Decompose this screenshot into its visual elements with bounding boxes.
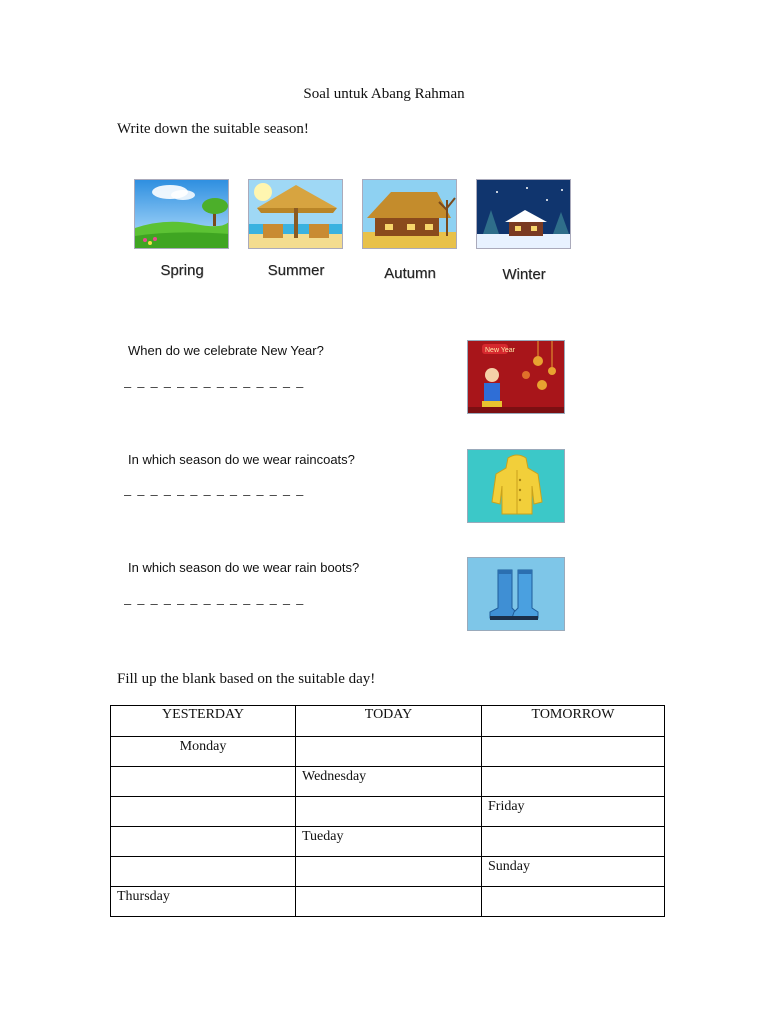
cell-text: Wednesday — [302, 769, 367, 784]
season-label-summer: Summer — [267, 262, 325, 279]
answer-blank-new-year[interactable]: – – – – – – – – – – – – – – — [124, 379, 305, 394]
header-today: TODAY — [296, 706, 482, 737]
table-row — [111, 827, 665, 857]
table-cell[interactable] — [482, 887, 665, 917]
cell-text — [111, 767, 295, 769]
question-new-year: When do we celebrate New Year? — [128, 343, 324, 358]
table-header-row — [111, 706, 665, 737]
table-cell[interactable] — [111, 797, 296, 827]
cell-text: Friday — [488, 799, 525, 814]
table-cell[interactable] — [111, 827, 296, 857]
table-cell[interactable] — [482, 767, 665, 797]
table-cell[interactable] — [482, 797, 665, 827]
season-label-autumn: Autumn — [384, 265, 436, 282]
table-row — [111, 887, 665, 917]
table-row — [111, 767, 665, 797]
season-label-spring: Spring — [160, 262, 204, 279]
cell-text: Monday — [179, 739, 227, 754]
question-rain-boots: In which season do we wear rain boots? — [128, 560, 360, 575]
table-row — [111, 797, 665, 827]
cell-text: Tueday — [302, 829, 344, 844]
table-cell[interactable] — [296, 857, 482, 887]
question-raincoats: In which season do we wear raincoats? — [128, 452, 355, 467]
table-cell[interactable] — [482, 857, 665, 887]
table-cell[interactable] — [296, 767, 482, 797]
cell-text — [111, 797, 295, 799]
cell-text — [111, 857, 295, 859]
table-row — [111, 857, 665, 887]
table-cell[interactable] — [482, 737, 665, 767]
cell-text — [482, 887, 664, 889]
answer-blank-raincoats[interactable]: – – – – – – – – – – – – – – — [124, 487, 305, 502]
table-cell[interactable] — [482, 827, 665, 857]
table-cell[interactable] — [296, 827, 482, 857]
answer-blank-rain-boots[interactable]: – – – – – – – – – – – – – – — [124, 596, 305, 611]
autumn-cabin-picture — [362, 179, 457, 249]
table-cell[interactable] — [111, 767, 296, 797]
document-title: Soal untuk Abang Rahman — [303, 86, 465, 102]
table-cell[interactable] — [111, 737, 296, 767]
table-cell[interactable] — [296, 737, 482, 767]
header-yesterday: YESTERDAY — [111, 706, 296, 737]
cell-text — [296, 797, 481, 799]
table-cell[interactable] — [296, 797, 482, 827]
season-label-winter: Winter — [502, 266, 546, 283]
cell-text: Sunday — [488, 859, 530, 874]
season-instruction: Write down the suitable season! — [117, 121, 309, 137]
cell-text — [482, 737, 664, 739]
days-instruction: Fill up the blank based on the suitable day! — [117, 671, 376, 687]
cell-text — [296, 887, 481, 889]
cell-text — [296, 737, 481, 739]
cell-text: Thursday — [117, 889, 170, 904]
snowy-cabin-picture — [476, 179, 571, 249]
cell-text — [296, 857, 481, 859]
cell-text — [482, 767, 664, 769]
header-tomorrow: TOMORROW — [482, 706, 665, 737]
days-table — [110, 705, 665, 917]
table-cell[interactable] — [296, 887, 482, 917]
spring-meadow-picture — [134, 179, 229, 249]
beach-umbrella-picture — [248, 179, 343, 249]
table-row — [111, 737, 665, 767]
new-year-picture — [467, 340, 565, 414]
table-cell[interactable] — [111, 887, 296, 917]
cell-text — [111, 827, 295, 829]
rain-boots-picture — [467, 557, 565, 631]
table-cell[interactable] — [111, 857, 296, 887]
raincoat-picture — [467, 449, 565, 523]
new-year-picture-text: New Year — [485, 347, 515, 354]
cell-text — [482, 827, 664, 829]
